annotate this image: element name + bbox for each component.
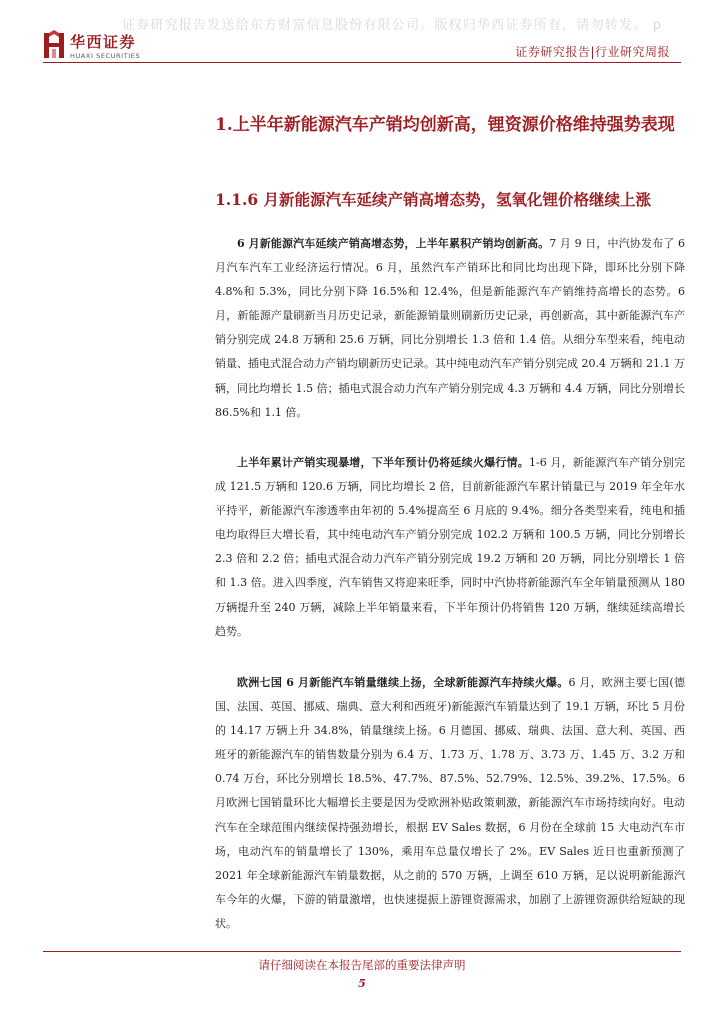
paragraph-body: 1-6 月，新能源汽车产销分别完成 121.5 万辆和 120.6 万辆，同比均增长 2 倍，目前新能源汽车累计销量已与 2019 年全年水平持平，新能源汽车渗透率由年初的 5.4%提高至 6 月底的 9.4%。细分各类型来看，纯电和插电均取得巨大增长看，其中纯电动汽车产销分别完成 102.2 万辆和 100.5 万辆，同比分别增长 2.3 倍和 2.2 倍；插电式混合动力汽车产销分别完成 19.2 万辆和 20 万辆，同比分别增长 1 倍和 1.3 倍。进入四季度，汽车销售又将迎来旺季，同时中汽协将新能源汽车全年销量预测从 180 万辆提升至 240 万辆，减除上半年销量来看，下半年预计仍将销售 120 万辆，继续延续高增长趋势。 <box>215 456 685 638</box>
footer-divider <box>43 951 681 952</box>
page-number: 5 <box>358 977 366 990</box>
legal-notice: 请仔细阅读在本报告尾部的重要法律声明 <box>258 958 466 972</box>
watermark-text: 证券研究报告发送给东方财富信息股份有限公司。版权归华西证券所有，请勿转发。 p <box>122 18 663 33</box>
paragraph-body: 7 月 9 日，中汽协发布了 6 月汽车汽车工业经济运行情况。6 月，虽然汽车产销环比和同比均出现下降，即环比分别下降 4.8%和 5.3%，同比分别下降 16.5%和 12.4%，但是新能源汽车产销维持高增长的态势。6 月，新能源产量刷新当月历史记录，新能源销量则刷新历史记录，再创新高，其中新能源汽车产销分别完成 24.8 万辆和 25.6 万辆，同比分别增长 1.3 倍和 1.4 倍。从细分车型来看，纯电动销量、插电式混合动力产销均刷新历史记录。其中纯电动汽车产销分别完成 20.4 万辆和 21.1 万辆，同比均增长 1.5 倍；插电式混合动力汽车产销分别完成 4.3 万辆和 4.4 万辆，同比分别增长 86.5%和 1.1 倍。 <box>215 237 686 419</box>
logo-english-name: HUAXI SECURITIES <box>70 52 141 60</box>
paragraph-lead: 6 月新能源汽车延续产销高增态势，上半年累积产销均创新高。 <box>237 237 550 250</box>
paragraph-production-sales <box>215 232 685 425</box>
paragraph-half-year <box>215 451 685 644</box>
paragraph-europe <box>215 671 685 936</box>
report-header-label <box>515 43 670 60</box>
section-heading-2: 1.1.6 月新能源汽车延续产销高增态势，氢氧化锂价格继续上涨 <box>215 190 652 209</box>
paragraph-lead: 上半年累计产销实现暴增，下半年预计仍将延续火爆行情。 <box>237 456 530 469</box>
section-heading-1: 1.上半年新能源汽车产销均创新高，锂资源价格维持强势表现 <box>215 115 675 135</box>
huaxi-logo-icon <box>43 30 65 60</box>
header-divider <box>43 62 681 63</box>
logo-company-name: 华西证券 <box>70 33 137 51</box>
report-type: 证券研究报告 <box>515 45 591 59</box>
report-category: 行业研究周报 <box>594 45 670 59</box>
paragraph-lead: 欧洲七国 6 月新能汽车销量继续上扬，全球新能源汽车持续火爆。 <box>237 676 569 689</box>
header-separator: | <box>590 45 595 59</box>
paragraph-body: 6 月，欧洲主要七国(德国、法国、英国、挪威、瑞典、意大利和西班牙)新能源汽车销量达到了 19.1 万辆，环比 5 月份的 14.17 万辆上升 34.8%，销量继续上扬。6 月德国、挪威、瑞典、法国、意大利、英国、西班牙的新能源汽车的销售数量分别为 6.4 万、1.73 万、1.78 万、3.73 万、1.45 万、3.2 万和 0.74 万台，环比分别增长 18.5%、47.7%、87.5%、52.79%、12.5%、39.2%、17.5%。6 月欧洲七国销量环比大幅增长主要是因为受欧洲补贴政策刺激，新能源汽车市场持续向好。电动汽车在全球范围内继续保持强劲增长，根据 EV Sales 数据，6 月份在全球前 15 大电动汽车市场，电动汽车的销量增长了 130%，乘用车总量仅增长了 2%。EV Sales 近日也重新预测了 2021 年全球新能源汽车销量数据，从之前的 570 万辆，上调至 610 万辆，足以说明新能源汽车今年的火爆，下游的销量激增，也快速提振上游锂资源需求，加剧了上游锂资源供给短缺的现状。 <box>215 676 685 930</box>
